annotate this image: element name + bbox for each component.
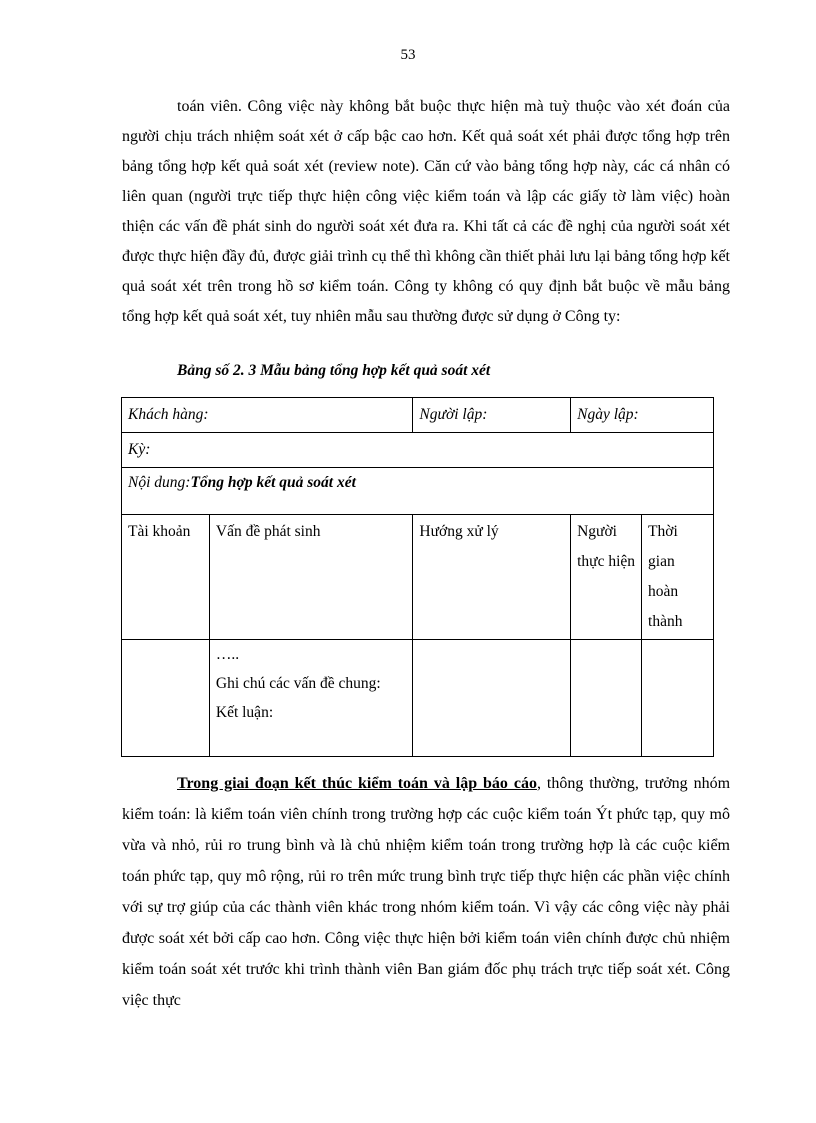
date-cell: Ngày lập: — [571, 398, 714, 433]
table-row — [122, 433, 714, 468]
col-issue: Vấn đề phát sinh — [209, 515, 413, 640]
period-cell: Kỳ: — [122, 433, 714, 468]
col-completion-time: Thời gian hoàn thành — [642, 515, 714, 640]
paragraph-2-text: , thông thường, trưởng nhóm kiểm toán: là kiểm toán viên chính trong trường hợp các cuộc kiểm toán Ýt phức tạp, quy mô vừa và nhỏ, rủi ro trung bình và là chủ nhiệm kiểm toán trong trường hợp là các cuộc kiểm toán phức tạp, quy mô rộng, rủi ro trên mức trung bình trực tiếp thực hiện các phần việc chính với sự trợ giúp của các thành viên khác trong nhóm kiểm toán. Vì vậy các công việc này phải được soát xét bởi cấp cao hơn. Công việc thực hiện bởi kiểm toán viên chính được chủ nhiệm kiểm toán soát xét trước khi trình thành viên Ban giám đốc phụ trách trực tiếp soát xét. Công việc thực — [122, 775, 731, 1009]
conclusion-line: Kết luận: — [215, 704, 274, 721]
content-label: Nội dung: — [128, 474, 191, 491]
table-header-row — [122, 515, 714, 640]
page-number: 53 — [400, 47, 416, 63]
preparer-cell: Người lập: — [413, 398, 571, 433]
client-cell: Khách hàng: — [122, 398, 413, 433]
body-paragraph-1: toán viên. Công việc này không bắt buộc thực hiện mà tuỳ thuộc vào xét đoán của người chịu trách nhiệm soát xét ở cấp bậc cao hơn. Kết quả soát xét phải được tổng hợp trên bảng tổng hợp kết quả soát xét (review note). Căn cứ vào bảng tổng hợp này, các cá nhân có liên quan (người trực tiếp thực hiện công việc kiểm toán và lập các giấy tờ làm việc) hoàn thiện các vấn đề phát sinh do người soát xét đưa ra. Khi tất cả các đề nghị của người soát xét được thực hiện đầy đủ, được giải trình cụ thể thì không cần thiết phải lưu lại bảng tổng hợp kết quả soát xét trên trong hồ sơ kiểm toán. Công ty không có quy định bắt buộc về mẫu bảng tổng hợp kết quả soát xét, tuy nhiên mẫu sau thường được sử dụng ở Công ty: — [122, 98, 730, 325]
ellipsis-line: ….. — [215, 646, 240, 663]
paragraph-2-lead: Trong giai đoạn kết thúc kiểm toán và lập báo cáo — [177, 775, 537, 792]
body-resolution-cell — [413, 640, 571, 757]
col-performer: Người thực hiện — [571, 515, 642, 640]
table-row — [122, 398, 714, 433]
general-notes-line: Ghi chú các vấn đề chung: — [215, 675, 381, 692]
col-resolution: Hướng xử lý — [413, 515, 571, 640]
content-cell — [122, 468, 714, 515]
body-issue-cell — [209, 640, 413, 757]
review-note-table — [121, 397, 714, 757]
table-caption: Bảng số 2. 3 Mẫu bảng tổng hợp kết quả soát xét — [177, 362, 491, 379]
body-performer-cell — [571, 640, 642, 757]
content-value: Tổng hợp kết quả soát xét — [190, 474, 356, 491]
body-account-cell — [122, 640, 210, 757]
body-completion-cell — [642, 640, 714, 757]
col-account: Tài khoản — [122, 515, 210, 640]
table-row — [122, 468, 714, 515]
table-body-row — [122, 640, 714, 757]
body-paragraph-2 — [122, 768, 730, 1016]
